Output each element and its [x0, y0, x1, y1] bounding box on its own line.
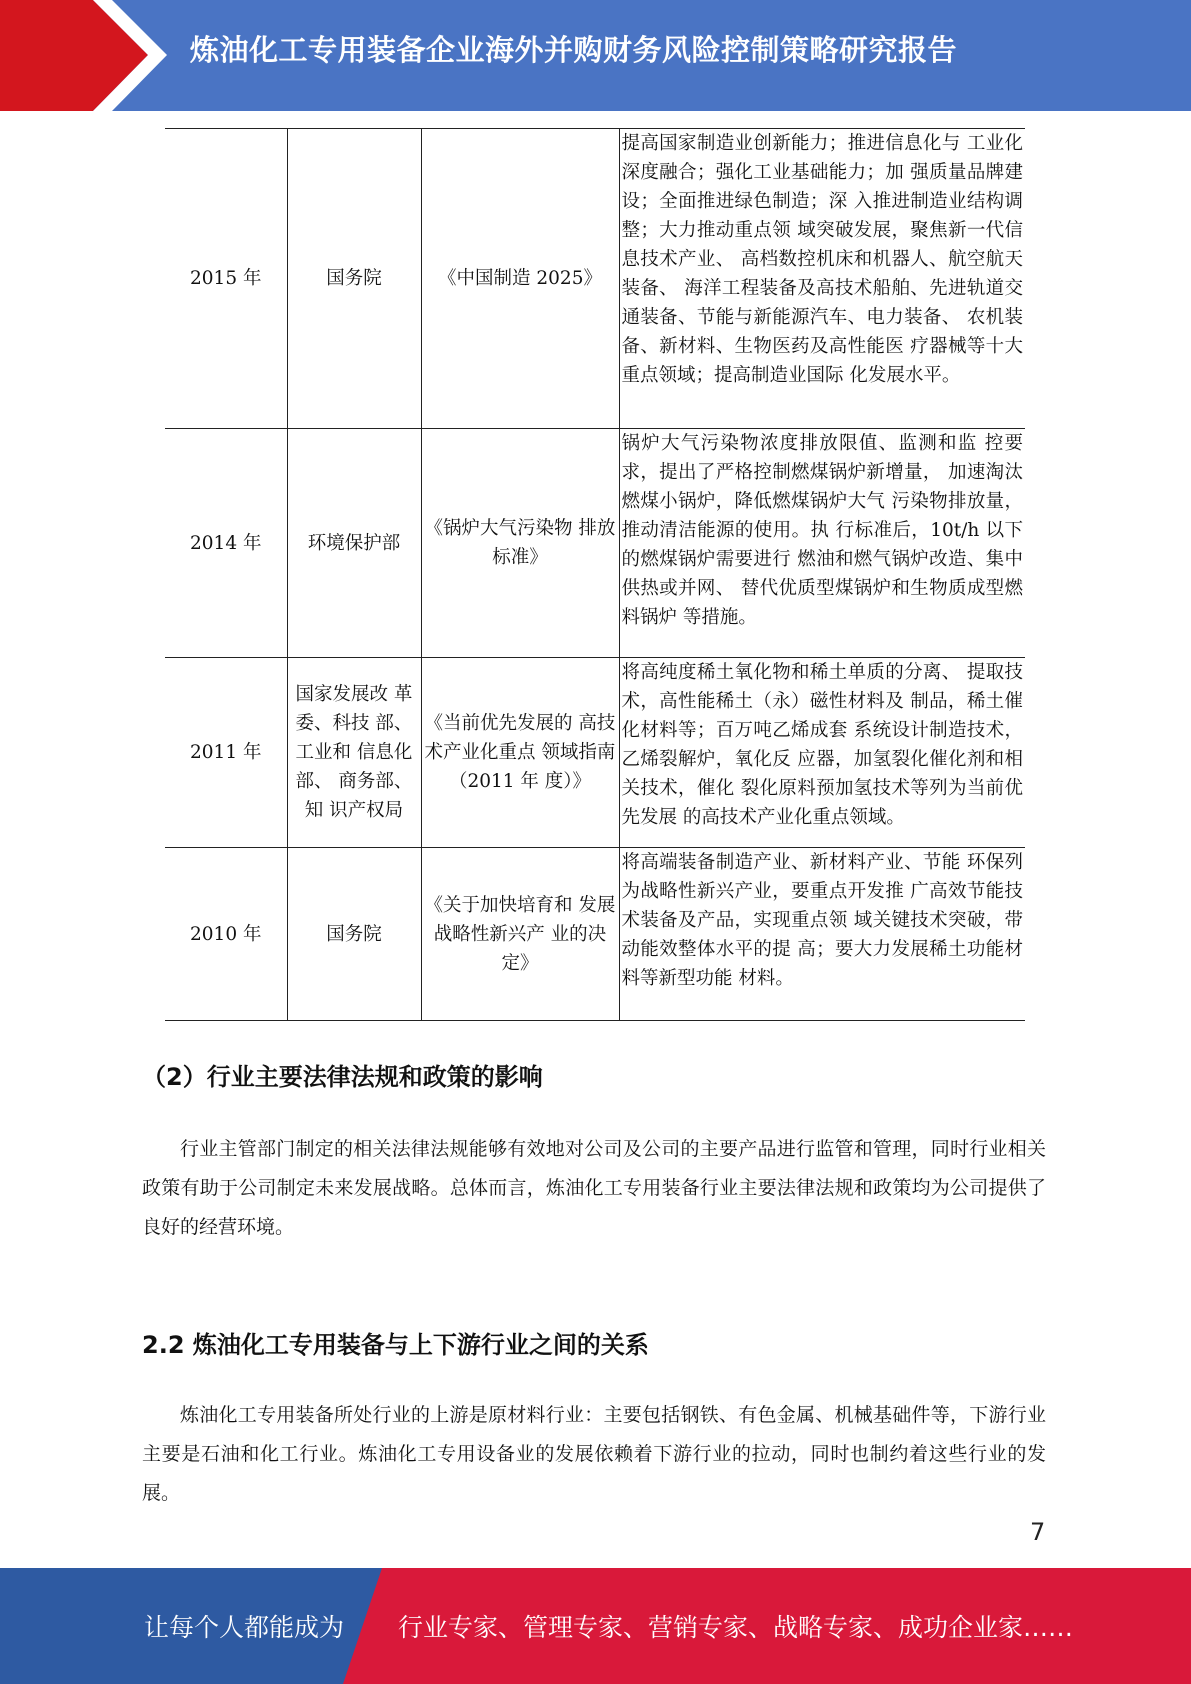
issuer-cell: 国家发展改 革委、科技 部、工业和 信息化部、 商务部、知 识产权局 [287, 658, 421, 848]
table-row [165, 429, 1025, 658]
document-cell: 《关于加快培育和 发展战略性新兴产 业的决定》 [421, 848, 619, 1021]
content-cell: 锅炉大气污染物浓度排放限值、监测和监 控要求，提出了严格控制燃煤锅炉新增量， 加速淘汰燃煤小锅炉，降低燃煤锅炉大气 污染物排放量，推动清洁能源的使用。执 行标准后，10t/h 以下的燃煤锅炉需要进行 燃油和燃气锅炉改造、集中供热或并网、 替代优质型煤锅炉和生物质成型燃料锅炉 等措施。 [619, 429, 1025, 658]
table-row [165, 658, 1025, 848]
document-cell: 《当前优先发展的 高技术产业化重点 领域指南（2011 年 度）》 [421, 658, 619, 848]
year-cell: 2015 年 [165, 129, 287, 429]
content-cell: 将高纯度稀土氧化物和稀土单质的分离、 提取技术，高性能稀土（永）磁性材料及 制品，稀土催化材料等；百万吨乙烯成套 系统设计制造技术，乙烯裂解炉，氧化反 应器，加氢裂化催化剂和相关技术，催化 裂化原料预加氢技术等列为当前优先发展 的高技术产业化重点领域。 [619, 658, 1025, 848]
header-title: 炼油化工专用装备企业海外并购财务风险控制策略研究报告 [190, 33, 958, 67]
table-row [165, 848, 1025, 1021]
page-number: 7 [1030, 1518, 1046, 1546]
document-cell: 《中国制造 2025》 [421, 129, 619, 429]
issuer-cell: 环境保护部 [287, 429, 421, 658]
footer-slogan-left: 让每个人都能成为 [144, 1613, 345, 1642]
paragraph-2-2: 炼油化工专用装备所处行业的上游是原材料行业：主要包括钢铁、有色金属、机械基础件等，下游行业主要是石油和化工行业。炼油化工专用设备业的发展依赖着下游行业的拉动，同时也制约着这些行业的发展。 [142, 1404, 1046, 1504]
section-heading-2-2: 2.2 炼油化工专用装备与上下游行业之间的关系 [142, 1331, 649, 1359]
footer-banner [0, 1568, 1191, 1684]
year-cell: 2014 年 [165, 429, 287, 658]
year-cell: 2011 年 [165, 658, 287, 848]
document-cell: 《锅炉大气污染物 排放标准》 [421, 429, 619, 658]
content-cell: 将高端装备制造产业、新材料产业、节能 环保列为战略性新兴产业，要重点开发推 广高效节能技术装备及产品，实现重点领 域关键技术突破，带动能效整体水平的提 高；要大力发展稀土功能材料等新型功能 材料。 [619, 848, 1025, 1021]
issuer-cell: 国务院 [287, 848, 421, 1021]
section-heading-impact: （2）行业主要法律法规和政策的影响 [142, 1063, 543, 1091]
header-banner [0, 0, 1191, 111]
year-cell: 2010 年 [165, 848, 287, 1021]
policy-table [165, 128, 1025, 1021]
footer-slogan-right: 行业专家、管理专家、营销专家、战略专家、成功企业家…… [398, 1613, 1074, 1642]
issuer-cell: 国务院 [287, 129, 421, 429]
table-row [165, 129, 1025, 429]
content-cell: 提高国家制造业创新能力；推进信息化与 工业化深度融合；强化工业基础能力；加 强质量品牌建设；全面推进绿色制造；深 入推进制造业结构调整；大力推动重点领 域突破发展，聚焦新一代信息技术产业、 高档数控机床和机器人、航空航天装备、 海洋工程装备及高技术船舶、先进轨道交 通装备、节能与新能源汽车、电力装备、 农机装备、新材料、生物医药及高性能医 疗器械等十大重点领域；提高制造业国际 化发展水平。 [619, 129, 1025, 429]
paragraph-impact: 行业主管部门制定的相关法律法规能够有效地对公司及公司的主要产品进行监管和管理，同时行业相关政策有助于公司制定未来发展战略。总体而言，炼油化工专用装备行业主要法律法规和政策均为公司提供了良好的经营环境。 [142, 1138, 1046, 1238]
